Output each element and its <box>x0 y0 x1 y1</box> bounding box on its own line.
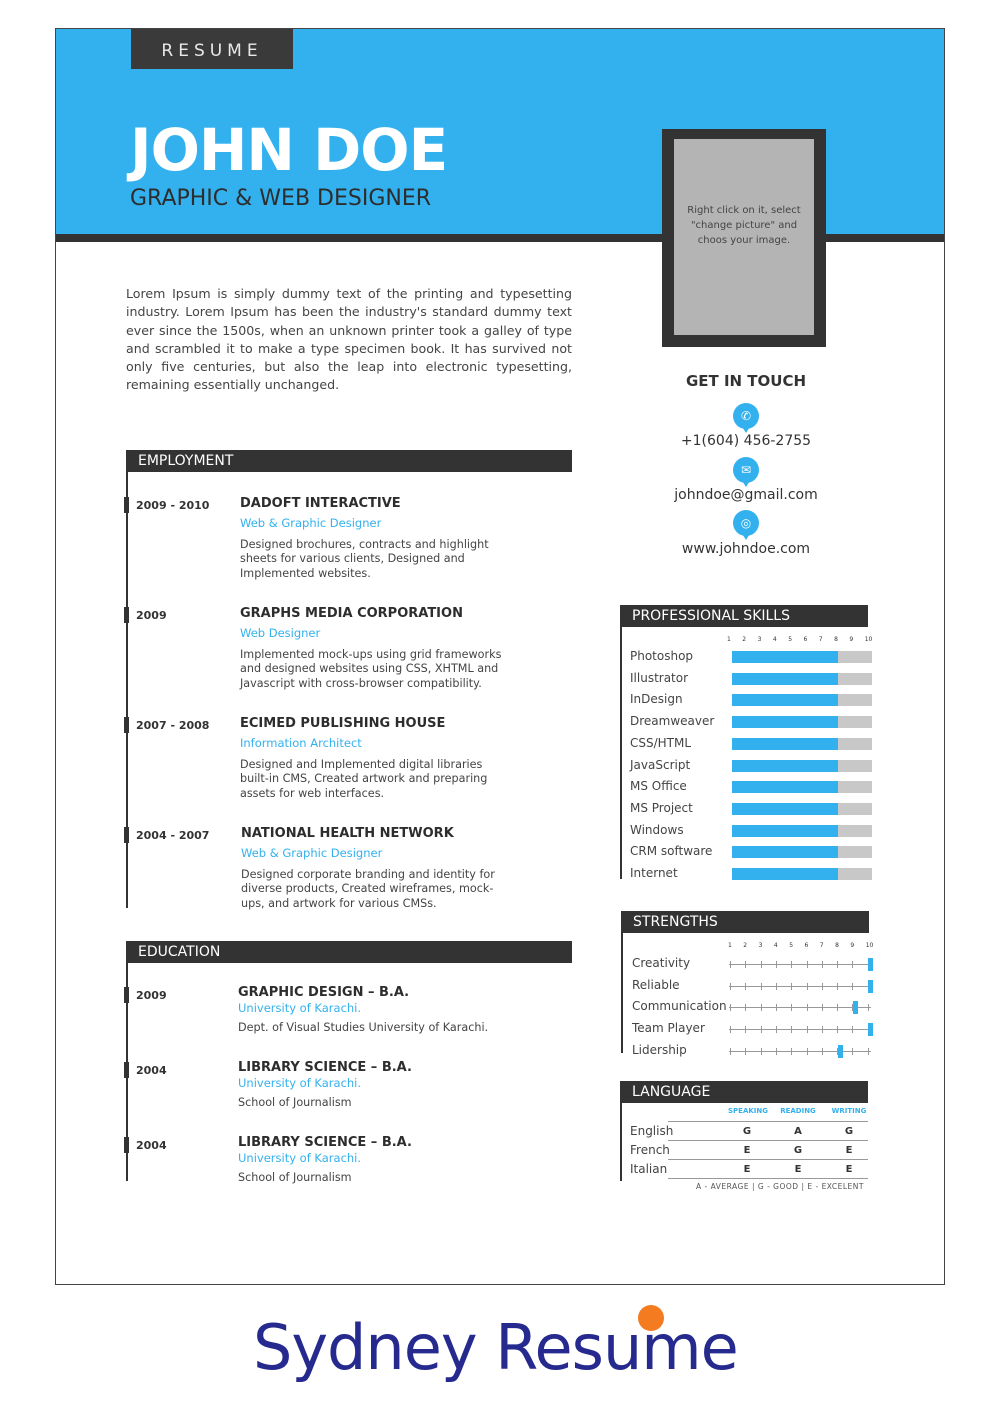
employment-role: Web & Graphic Designer <box>241 846 383 860</box>
strength-tick <box>837 1004 838 1011</box>
strength-tick <box>807 1048 808 1055</box>
language-reading-value: A <box>794 1126 802 1137</box>
education-year: 2004 <box>136 1064 167 1077</box>
language-name: French <box>630 1143 670 1157</box>
employment-company: GRAPHS MEDIA CORPORATION <box>240 606 463 621</box>
language-rule <box>668 1178 868 1179</box>
skill-bar <box>732 803 872 815</box>
employment-role: Web & Graphic Designer <box>240 516 382 530</box>
strength-label: Reliable <box>632 977 680 992</box>
strength-tick <box>807 1004 808 1011</box>
education-year: 2004 <box>136 1139 167 1152</box>
strength-knob <box>868 980 873 993</box>
strength-tick <box>776 961 777 968</box>
strength-tick <box>791 983 792 990</box>
strength-tick <box>868 1048 869 1055</box>
language-col-writing: WRITING <box>831 1107 867 1115</box>
education-detail: Dept. of Visual Studies University of Karachi. <box>238 1021 489 1034</box>
contact-phone[interactable]: +1(604) 456-2755 <box>680 433 812 449</box>
strength-tick <box>745 983 746 990</box>
language-rule <box>668 1159 868 1160</box>
strength-tick <box>852 961 853 968</box>
email-icon: ✉ <box>733 457 759 483</box>
strengths-scale-number: 8 <box>835 942 839 949</box>
skill-label: MS Office <box>630 779 687 794</box>
strength-knob <box>853 1001 858 1014</box>
skill-label: CRM software <box>630 844 713 859</box>
brand-logo <box>253 1305 738 1395</box>
intro-paragraph: Lorem Ipsum is simply dummy text of the printing and typesetting industry. Lorem Ipsum has been the industry's standard dummy text ever since the 1500s, when an unknown printer took a galley of type and scrambled it to make a type specimen book. It has survived not only five centuries, but also the leap into electronic typesetting, remaining essentially unchanged. <box>126 286 572 393</box>
strength-tick <box>822 1048 823 1055</box>
education-school: University of Karachi. <box>238 1001 362 1015</box>
strengths-scale-number: 6 <box>804 942 809 949</box>
skill-label: Internet <box>630 866 678 880</box>
strengths-scale-number: 4 <box>773 942 778 949</box>
skill-bar <box>732 781 872 793</box>
strength-tick <box>837 961 838 968</box>
strengths-scale-number: 7 <box>819 942 824 949</box>
strength-tick <box>745 1026 746 1033</box>
timeline-marker <box>124 987 129 1003</box>
skills-scale-number: 1 <box>727 636 731 643</box>
strength-label: Team Player <box>632 1021 705 1036</box>
skill-bar-fill <box>732 716 838 728</box>
skill-bar-fill <box>732 738 838 750</box>
timeline-marker <box>124 717 129 733</box>
strength-knob <box>868 958 873 971</box>
strength-tick <box>807 983 808 990</box>
strength-track <box>729 986 871 987</box>
language-col-reading: READING <box>780 1107 816 1115</box>
language-writing-value: E <box>845 1145 853 1156</box>
skill-bar-fill <box>732 781 838 793</box>
resume-sheet <box>55 28 945 1285</box>
skills-scale-number: 5 <box>788 636 793 643</box>
timeline-marker <box>124 1137 129 1153</box>
skill-bar-fill <box>732 651 838 663</box>
language-rule <box>668 1121 868 1122</box>
skills-scale-number: 8 <box>834 636 838 643</box>
employment-years: 2004 - 2007 <box>136 829 210 842</box>
strength-tick <box>807 1026 808 1033</box>
strength-tick <box>761 1004 762 1011</box>
skill-label: JavaScript <box>630 757 691 772</box>
employment-description: Designed and Implemented digital libraries built-in CMS, Created artwork and preparing assets for web interfaces. <box>240 758 488 800</box>
skill-label: Photoshop <box>630 649 694 663</box>
skill-bar <box>732 673 872 685</box>
strength-tick <box>761 983 762 990</box>
globe-icon: ◎ <box>733 510 759 536</box>
employment-years: 2009 <box>136 609 167 622</box>
language-heading: LANGUAGE <box>620 1081 868 1103</box>
strength-tick <box>776 1004 777 1011</box>
strength-tick <box>745 1048 746 1055</box>
strength-tick <box>822 983 823 990</box>
strength-track <box>729 1051 871 1052</box>
skill-bar <box>732 868 872 880</box>
language-reading-value: E <box>794 1164 802 1175</box>
employment-role: Information Architect <box>240 736 362 750</box>
timeline-marker <box>124 1062 129 1078</box>
language-panel-border <box>620 1103 622 1181</box>
language-writing-value: E <box>845 1164 853 1175</box>
job-title: GRAPHIC & WEB DESIGNER <box>130 186 432 211</box>
language-writing-value: G <box>844 1126 854 1137</box>
employment-company: ECIMED PUBLISHING HOUSE <box>240 716 446 731</box>
skills-scale-number: 4 <box>772 636 777 643</box>
education-degree: GRAPHIC DESIGN – B.A. <box>238 985 410 1000</box>
strength-tick <box>730 983 731 990</box>
language-name: Italian <box>630 1162 668 1176</box>
strength-tick <box>791 1048 792 1055</box>
skill-bar-fill <box>732 760 838 772</box>
strength-tick <box>868 1004 869 1011</box>
employment-heading: EMPLOYMENT <box>126 450 572 472</box>
skills-scale-number: 2 <box>742 636 747 643</box>
timeline-marker <box>124 607 129 623</box>
skill-bar-fill <box>732 694 838 706</box>
education-detail: School of Journalism <box>238 1096 352 1109</box>
timeline-marker <box>124 497 129 513</box>
photo-frame <box>662 129 826 347</box>
strength-tick <box>730 961 731 968</box>
strength-tick <box>730 1004 731 1011</box>
skill-bar-fill <box>732 868 838 880</box>
contact-website[interactable]: www.johndoe.com <box>681 541 811 557</box>
strength-tick <box>852 983 853 990</box>
strength-tick <box>822 1004 823 1011</box>
education-degree: LIBRARY SCIENCE – B.A. <box>238 1135 412 1150</box>
skill-label: CSS/HTML <box>630 735 692 750</box>
strength-tick <box>791 1004 792 1011</box>
photo-note: Right click on it, select "change picture" and choos your image. <box>687 205 801 246</box>
skill-label: Windows <box>630 822 684 837</box>
candidate-name: JOHN DOE <box>130 116 448 184</box>
strength-tick <box>745 961 746 968</box>
strength-tick <box>745 1004 746 1011</box>
education-detail: School of Journalism <box>238 1171 352 1184</box>
skills-panel-border <box>620 627 622 879</box>
strengths-scale-number: 2 <box>743 942 748 949</box>
strength-tick <box>730 1026 731 1033</box>
skills-scale-number: 9 <box>849 636 854 643</box>
employment-description: Designed corporate branding and identity for diverse products, Created wireframes, mock-ups, and artwork for various CMSs. <box>241 868 495 910</box>
language-speaking-value: E <box>743 1164 751 1175</box>
education-year: 2009 <box>136 989 167 1002</box>
strengths-scale-number: 9 <box>850 942 855 949</box>
strength-knob <box>868 1023 873 1036</box>
language-name: English <box>630 1124 674 1138</box>
employment-years: 2009 - 2010 <box>136 499 210 512</box>
employment-description: Designed brochures, contracts and highlight sheets for various clients, Designed and Implemented websites. <box>240 538 489 580</box>
strength-track <box>729 1029 871 1030</box>
strengths-panel-border <box>621 933 623 1053</box>
skill-bar <box>732 716 872 728</box>
strength-tick <box>852 1048 853 1055</box>
strength-tick <box>852 1026 853 1033</box>
skill-bar <box>732 760 872 772</box>
skills-scale-number: 6 <box>803 636 808 643</box>
strength-track <box>729 964 871 965</box>
language-legend: A - AVERAGE | G - GOOD | E - EXCELENT <box>696 1182 864 1191</box>
resume-tag: RESUME <box>131 29 293 69</box>
strength-tick <box>761 1026 762 1033</box>
language-speaking-value: G <box>742 1126 752 1137</box>
strengths-scale-number: 5 <box>789 942 794 949</box>
language-reading-value: G <box>793 1145 803 1156</box>
skill-bar-fill <box>732 803 838 815</box>
skill-bar <box>732 825 872 837</box>
strength-tick <box>761 961 762 968</box>
skill-bar <box>732 846 872 858</box>
skill-bar-fill <box>732 846 838 858</box>
employment-years: 2007 - 2008 <box>136 719 210 732</box>
strength-track <box>729 1007 871 1008</box>
strength-tick <box>837 1026 838 1033</box>
strength-tick <box>761 1048 762 1055</box>
language-speaking-value: E <box>743 1145 751 1156</box>
skills-scale-number: 7 <box>818 636 823 643</box>
strength-tick <box>730 1048 731 1055</box>
skill-bar-fill <box>732 825 838 837</box>
strength-label: Communication <box>632 999 727 1014</box>
contact-heading: GET IN TOUCH <box>685 372 807 390</box>
language-col-speaking: SPEAKING <box>727 1107 768 1115</box>
strength-tick <box>791 1026 792 1033</box>
employment-company: DADOFT INTERACTIVE <box>240 496 401 511</box>
strength-knob <box>838 1045 843 1058</box>
strength-tick <box>822 961 823 968</box>
skills-scale-number: 10 <box>864 636 873 643</box>
strength-tick <box>776 983 777 990</box>
photo-placeholder[interactable] <box>674 139 814 335</box>
education-degree: LIBRARY SCIENCE – B.A. <box>238 1060 412 1075</box>
education-school: University of Karachi. <box>238 1076 362 1090</box>
skill-bar-fill <box>732 673 838 685</box>
brand-text: Sydney Resume <box>253 1311 738 1384</box>
strength-tick <box>776 1048 777 1055</box>
education-heading: EDUCATION <box>126 941 572 963</box>
skill-bar <box>732 651 872 663</box>
strengths-scale-number: 10 <box>865 942 874 949</box>
skill-bar <box>732 738 872 750</box>
employment-company: NATIONAL HEALTH NETWORK <box>241 826 454 841</box>
contact-email[interactable]: johndoe@gmail.com <box>674 487 818 503</box>
skill-label: Dreamweaver <box>630 714 715 729</box>
strength-label: Lidership <box>632 1042 687 1057</box>
skills-heading: PROFESSIONAL SKILLS <box>620 605 868 627</box>
employment-role: Web Designer <box>240 626 321 640</box>
strength-tick <box>776 1026 777 1033</box>
strength-tick <box>791 961 792 968</box>
strengths-scale-number: 1 <box>728 942 732 949</box>
language-rule <box>668 1140 868 1141</box>
skill-label: Illustrator <box>630 670 689 685</box>
strength-tick <box>822 1026 823 1033</box>
strengths-heading: STRENGTHS <box>621 911 869 933</box>
strength-label: Creativity <box>632 956 691 970</box>
timeline-marker <box>124 827 129 843</box>
strength-tick <box>837 983 838 990</box>
education-school: University of Karachi. <box>238 1151 362 1165</box>
skills-scale-number: 3 <box>757 636 762 643</box>
employment-description: Implemented mock-ups using grid frameworks and designed websites using CSS, XHTML and Javascript with cross-browser compatibility. <box>240 648 502 690</box>
phone-icon: ✆ <box>733 403 759 429</box>
skill-label: MS Project <box>630 800 693 815</box>
strengths-scale-number: 3 <box>758 942 763 949</box>
skill-bar <box>732 694 872 706</box>
skill-label: InDesign <box>630 692 683 707</box>
strength-tick <box>807 961 808 968</box>
